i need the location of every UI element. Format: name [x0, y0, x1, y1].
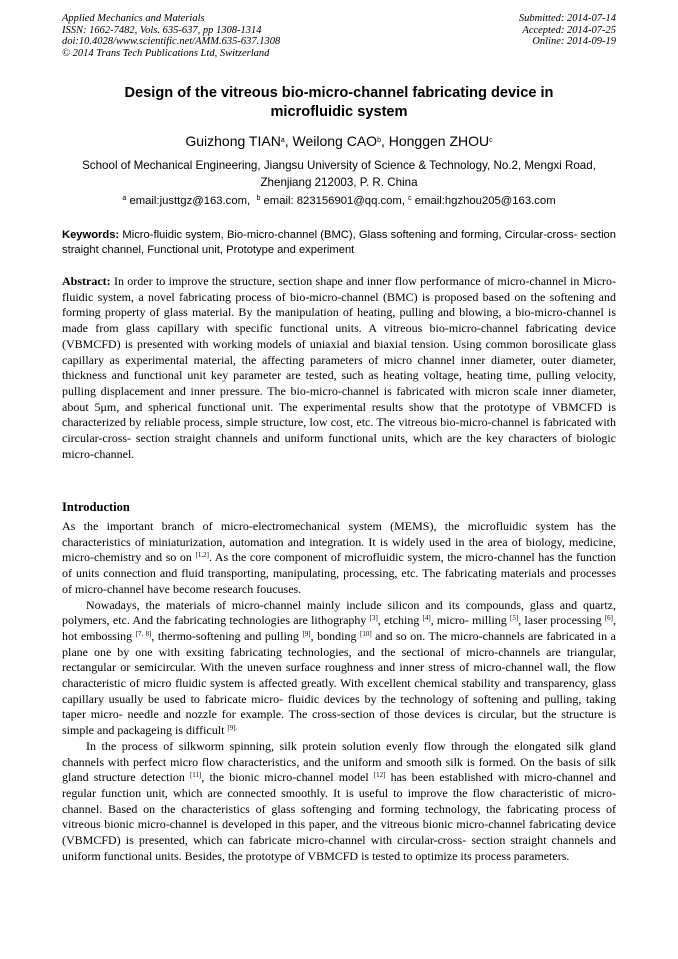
author-name: Guizhong TIAN: [185, 133, 281, 149]
introduction-body: [62, 519, 616, 864]
doi-line[interactable]: doi:10.4028/www.scientific.net/AMM.635-637.1308: [62, 36, 281, 47]
keywords-block: [62, 228, 616, 258]
citation[interactable]: [11]: [189, 771, 202, 780]
paragraph-text: and so on. The micro-channels are fabricated in a plane one by one with exsiting fabricating technologies, and the sectional of micro-channels are triangular, rectangular or semicircular. With the uneven surface roughness and inner stress of micro-channel wall, the flow characteristic of micro fluidic system is affected greatly. With excellent chemical stability and transparency, glass capillary usually be used to fabricate micro- fluidic devices by the technology of softening and pulling, taking taper micro- needle and nozzle for example. The cross-section of those devices is circular, but the structure is simple and packageing is difficult: [62, 628, 616, 738]
author-name: Honggen ZHOU: [388, 133, 490, 149]
paragraph-text: , micro- milling: [430, 613, 511, 628]
paragraph-text: , etching: [377, 613, 423, 628]
paper-title: Design of the vitreous bio-micro-channel fabricating device in microfluidic system: [124, 85, 554, 120]
citation[interactable]: [7, 8]: [135, 629, 152, 638]
paragraph: [62, 739, 616, 865]
journal-header-right: [519, 13, 616, 48]
citation[interactable]: [1,2]: [195, 551, 209, 560]
author-affil-mark: a: [280, 137, 285, 144]
citation[interactable]: [4]: [422, 614, 431, 623]
email-mark: a: [122, 195, 127, 202]
paragraph-text: , bonding: [310, 628, 360, 643]
paragraph: [62, 519, 616, 598]
email-mark: b: [256, 195, 261, 202]
submitted-date: Submitted: 2014-07-14: [518, 13, 616, 24]
email-link[interactable]: email: 823156901@qq.com,: [263, 195, 405, 207]
citation[interactable]: [9]: [302, 629, 311, 638]
online-date: Online: 2014-09-19: [532, 36, 616, 47]
abstract-label: Abstract:: [62, 274, 111, 288]
citation[interactable]: [3]: [369, 614, 378, 623]
citation[interactable]: [5]: [510, 614, 519, 623]
author-affil-mark: c: [489, 137, 493, 144]
author-emails: [62, 194, 616, 208]
citation[interactable]: [10]: [359, 629, 372, 638]
paragraph-text: Nowadays, the materials of micro-channel mainly include silicon and its compounds, glass and quartz, polymers, etc. And the fabricating technologies are lithography: [62, 597, 616, 628]
author-name: Weilong CAO: [292, 133, 378, 149]
abstract-text: In order to improve the structure, section shape and inner flow performance of micro-channel in Micro-fluidic system, a novel fabricating process of bio-micro-channel (BMC) is proposed based on the softening and forming property of glass material. By the manipulation of heating, pulling and blowing, a bio-micro-channel is made from glass capillary with specific functional units. A vitreous bio-micro-channel fabricating device (VBMCFD) is presented with working models of uniaxial and biaxial tension. Using common borosilicate glass capillary as experimental material, the affecting parameters of micro channel inner diameter, outer diameter, thickness and functional unit key parameter are tested, such as heating voltage, heating time, pulling velocity, pulling displacement and inner pressure. The bio-micro-channel is fabricated with micron scale inner diameter, about 5μm, and spherical functional unit. The experimental results show that the prototype of VBMCFD is characterized by reliable process, simple structure, low cost, etc. The vitreous bio-micro-channel is fabricated with circular-cross- section straight channels and uniform functional units, which are the key characters of biologic micro-channel.: [62, 274, 616, 461]
keywords-label: Keywords:: [62, 229, 120, 241]
paragraph: [62, 598, 616, 739]
author-list: Guizhong TIAN$^a$, Weilong CAO$^b$, Honggen ZHOU$^c$: [185, 133, 493, 149]
author-affil-mark: b: [377, 137, 381, 144]
abstract-block: [62, 274, 616, 462]
accepted-date: Accepted: 2014-07-25: [522, 24, 616, 36]
copyright-line: © 2014 Trans Tech Publications Ltd, Switzerland: [62, 47, 270, 59]
email-link[interactable]: email:justtgz@163.com,: [129, 195, 251, 207]
paragraph-text: has been established with micro-channel and regular function unit, which are connected smoothly. It is useful to improve the flow characteristic of micro-channel. Based on the characteristics of glass softenging and forming technology, the fabricating process of vitreous bionic micro-channel is developed in this paper, and the vitreous bionic micro-channel fabricating device (VBMCFD) is presented, which can fabricate micro-channel with circular-cross- section straight channels and uniform functional units. Besides, the prototype of VBMCFD is tested to optimize its process parameters.: [62, 770, 616, 863]
citation[interactable]: [12]: [373, 771, 386, 780]
paragraph-text: , laser processing: [518, 613, 605, 628]
citation[interactable]: [6]: [604, 614, 613, 623]
paragraph-text: , thermo-softening and pulling: [151, 628, 303, 643]
affiliation: School of Mechanical Engineering, Jiangsu University of Science & Technology, No.2, Mengxi Road, Zhenjiang 212003, P. R. China: [82, 159, 596, 189]
journal-name: Applied Mechanics and Materials: [62, 13, 205, 24]
email-mark: c: [408, 195, 412, 202]
journal-header-left: [62, 13, 280, 59]
paragraph-text: As the important branch of micro-electromechanical system (MEMS), the microfluidic system has the characteristics of miniaturization, automation and integration. It is widely used in the area of biology, medicine, micro-chemistry and so on: [62, 519, 616, 565]
citation[interactable]: [9].: [227, 724, 238, 733]
paragraph-text: , the bionic micro-channel model: [201, 770, 374, 785]
keywords-text: Micro-fluidic system, Bio-micro-channel (BMC), Glass softening and forming, Circular-cross- section straight channel, Functional unit, Prototype and experiment: [62, 229, 617, 256]
introduction-heading: Introduction: [62, 500, 130, 514]
email-link[interactable]: email:hgzhou205@163.com: [414, 195, 556, 207]
paragraph-text: . As the core component of microfluidic system, the micro-channel has the function of units connection and fluid transporting, manipulating, processing, etc. The fabricating materials and processes of micro-channel have become research foucuses.: [62, 550, 616, 596]
paragraph-text: In the process of silkworm spinning, silk protein solution evenly flow through the elongated silk gland channels with perfect micro flow characteristics, and the uniform and smooth silk is formed. On the basis of silk gland structure detection: [62, 738, 616, 785]
issn-line: ISSN: 1662-7482, Vols. 635-637, pp 1308-1314: [62, 24, 262, 36]
paragraph-text: , hot embossing: [62, 613, 616, 643]
